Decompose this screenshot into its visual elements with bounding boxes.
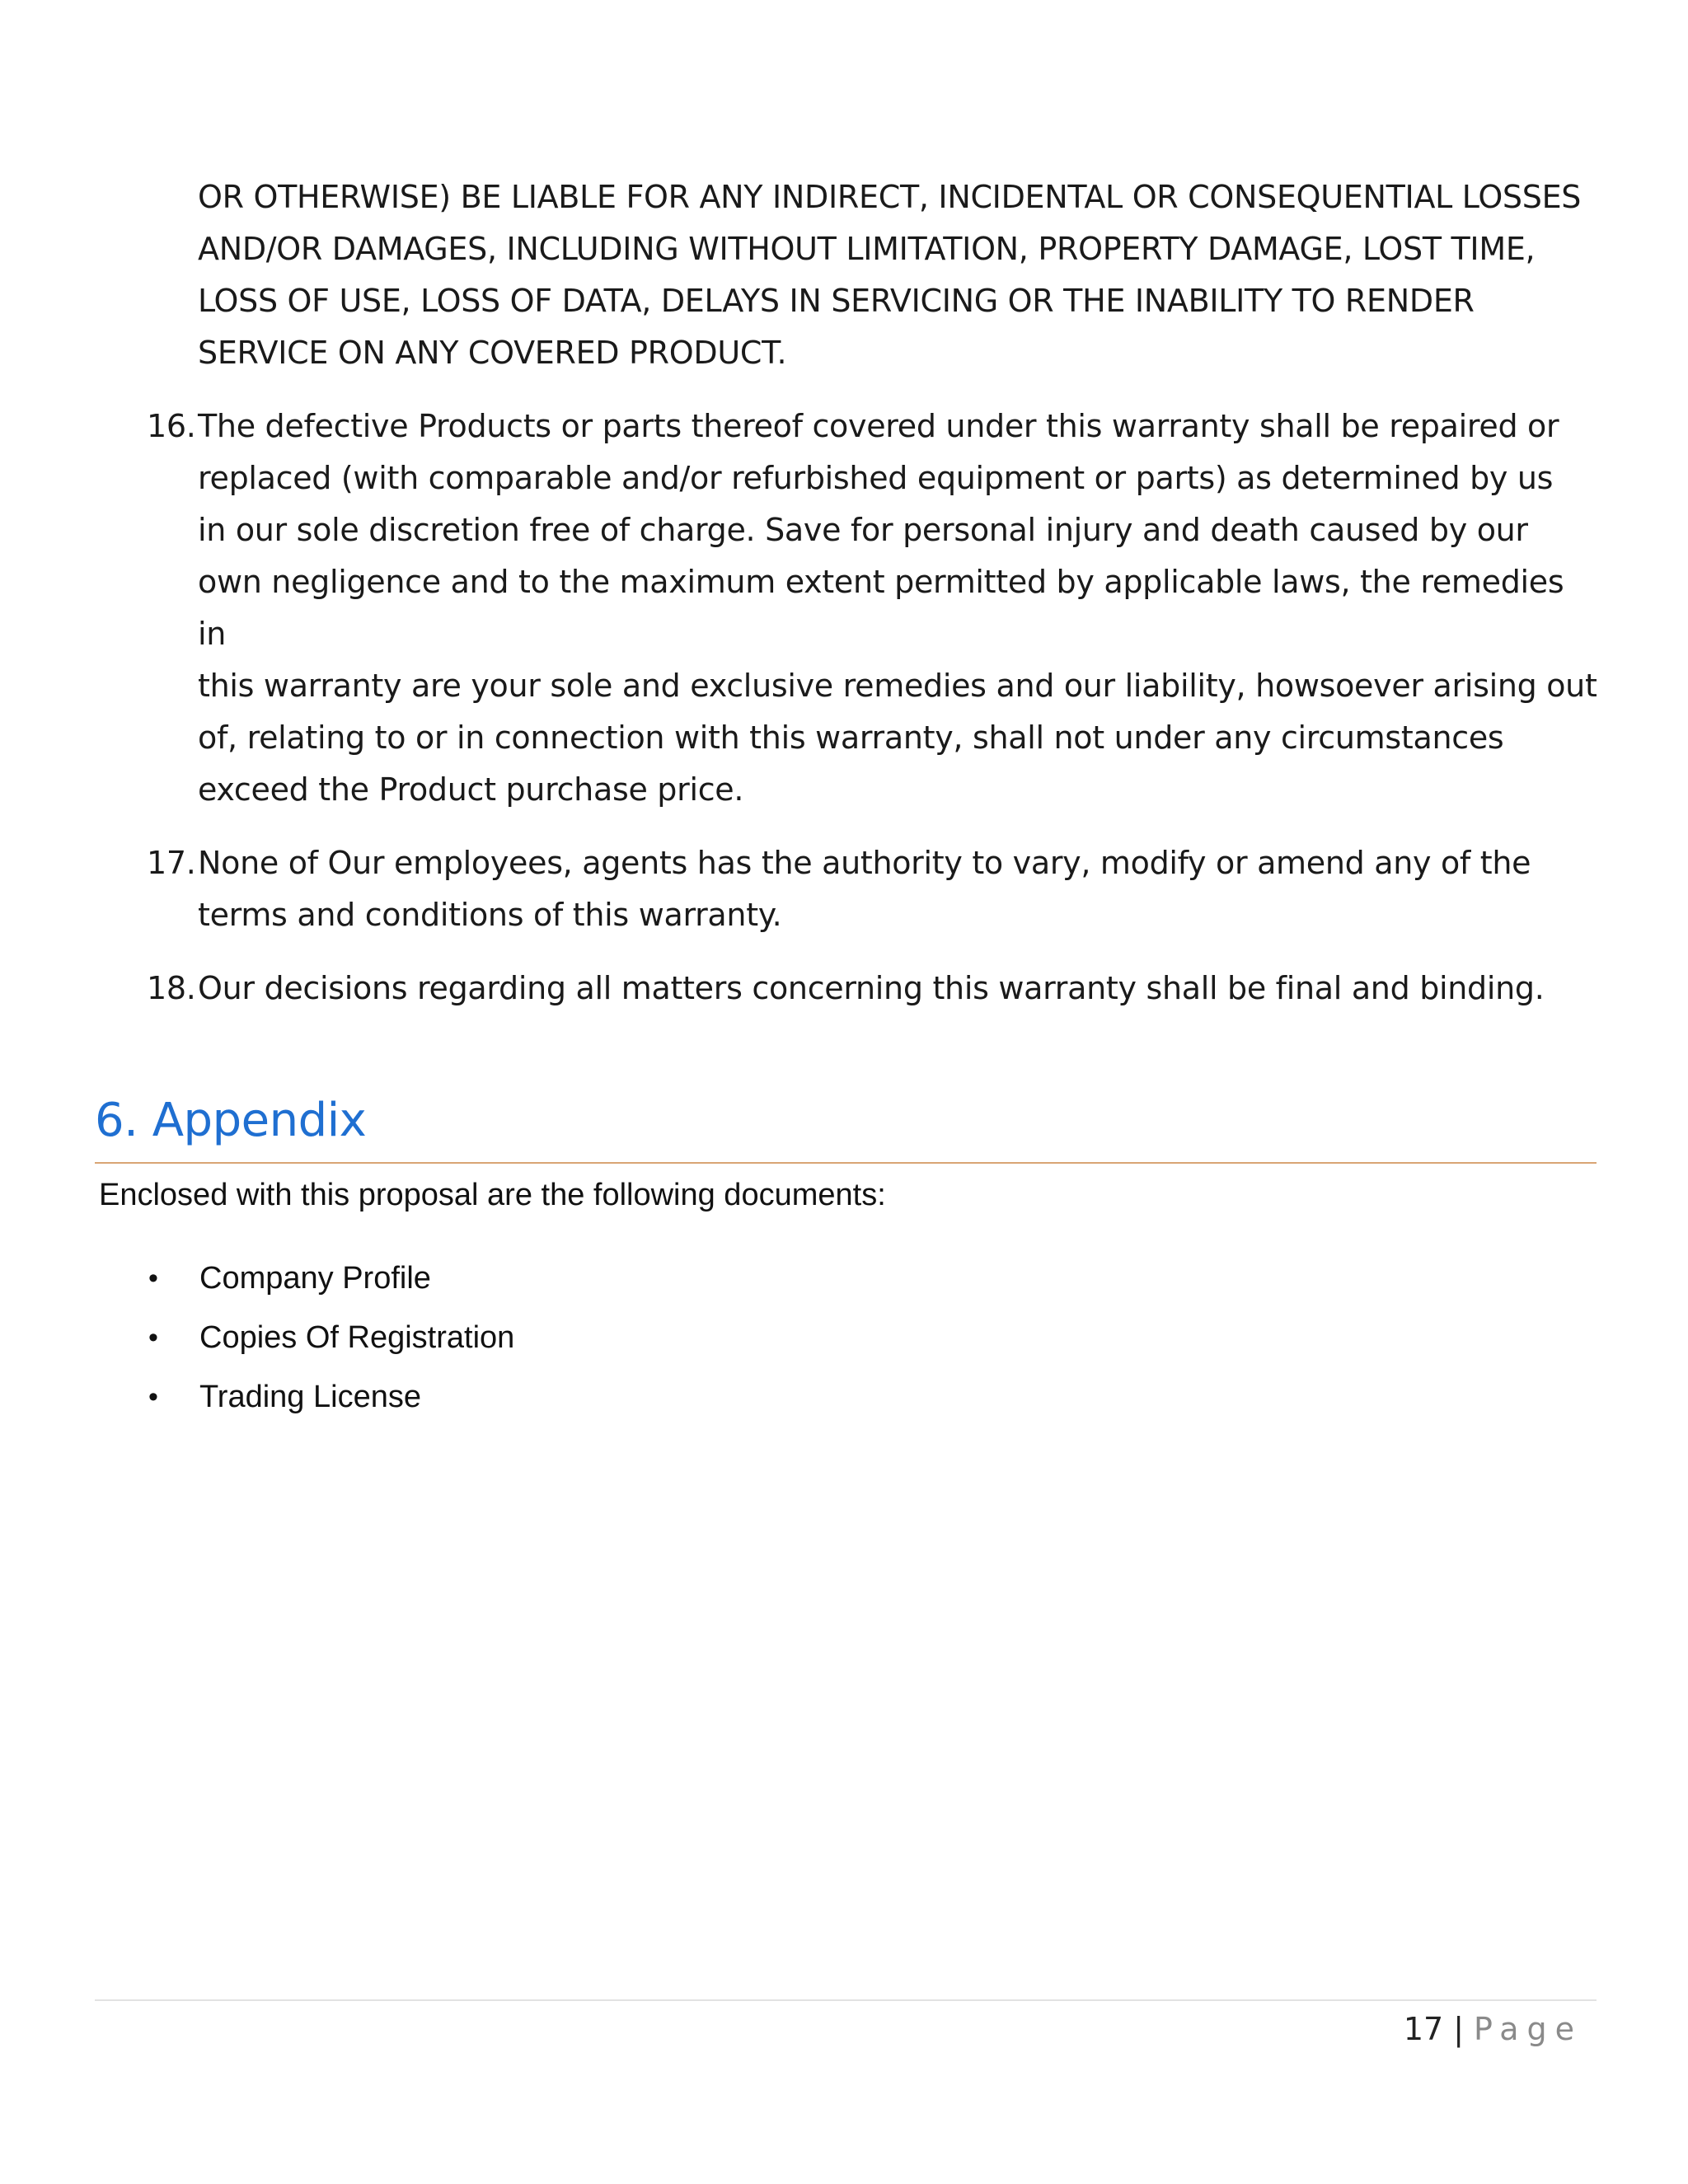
term-line: exceed the Product purchase price.	[198, 771, 744, 808]
bullet-icon: •	[148, 1322, 158, 1353]
warranty-term-16	[147, 401, 1599, 816]
document-name: Copies Of Registration	[199, 1320, 515, 1355]
section-heading: 6. Appendix	[95, 1094, 367, 1147]
list-item	[148, 1367, 514, 1427]
term-line: own negligence and to the maximum extent permitted by applicable laws, the remedies in	[198, 564, 1564, 652]
term-line: of, relating to or in connection with this warranty, shall not under any circumstances	[198, 719, 1504, 756]
warranty-term-17	[147, 837, 1599, 941]
bullet-icon: •	[148, 1263, 158, 1294]
term-line: this warranty are your sole and exclusive remedies and our liability, howsoever arising out	[198, 668, 1597, 704]
document-name: Company Profile	[199, 1261, 431, 1296]
document-name: Trading License	[199, 1380, 421, 1414]
term-number: 17.	[147, 845, 196, 881]
bullet-icon: •	[148, 1381, 158, 1413]
warranty-term-18	[147, 963, 1599, 1015]
footer-separator: |	[1453, 2011, 1464, 2047]
footer-divider	[95, 1999, 1597, 2001]
term-line: terms and conditions of this warranty.	[198, 897, 782, 933]
page-label: Page	[1474, 2011, 1582, 2047]
clause-line: LOSS OF USE, LOSS OF DATA, DELAYS IN SERVICING OR THE INABILITY TO RENDER	[198, 283, 1475, 319]
clause-line: AND/OR DAMAGES, INCLUDING WITHOUT LIMITATION, PROPERTY DAMAGE, LOST TIME,	[198, 231, 1536, 267]
term-line: replaced (with comparable and/or refurbished equipment or parts) as determined by us	[198, 460, 1554, 496]
list-item	[148, 1249, 514, 1308]
heading-divider	[95, 1162, 1597, 1164]
term-line: Our decisions regarding all matters concerning this warranty shall be final and binding.	[198, 970, 1545, 1006]
appendix-section-header	[95, 1088, 1597, 1164]
appendix-intro: Enclosed with this proposal are the following documents:	[99, 1178, 886, 1212]
term-line: None of Our employees, agents has the authority to vary, modify or amend any of the	[198, 845, 1531, 881]
continued-liability-clause	[198, 171, 1599, 379]
term-line: The defective Products or parts thereof covered under this warranty shall be repaired or	[198, 408, 1559, 444]
list-item	[148, 1308, 514, 1367]
clause-line: SERVICE ON ANY COVERED PRODUCT.	[198, 335, 787, 371]
term-number: 18.	[147, 970, 196, 1006]
enclosed-documents-list	[148, 1249, 514, 1427]
clause-line: OR OTHERWISE) BE LIABLE FOR ANY INDIRECT, INCIDENTAL OR CONSEQUENTIAL LOSSES	[198, 179, 1582, 215]
page-number: 17	[1403, 2011, 1444, 2047]
warranty-terms-list	[147, 401, 1599, 1036]
term-number: 16.	[147, 408, 196, 444]
term-line: in our sole discretion free of charge. Save for personal injury and death caused by our	[198, 512, 1528, 548]
page-footer	[1404, 2004, 1582, 2054]
